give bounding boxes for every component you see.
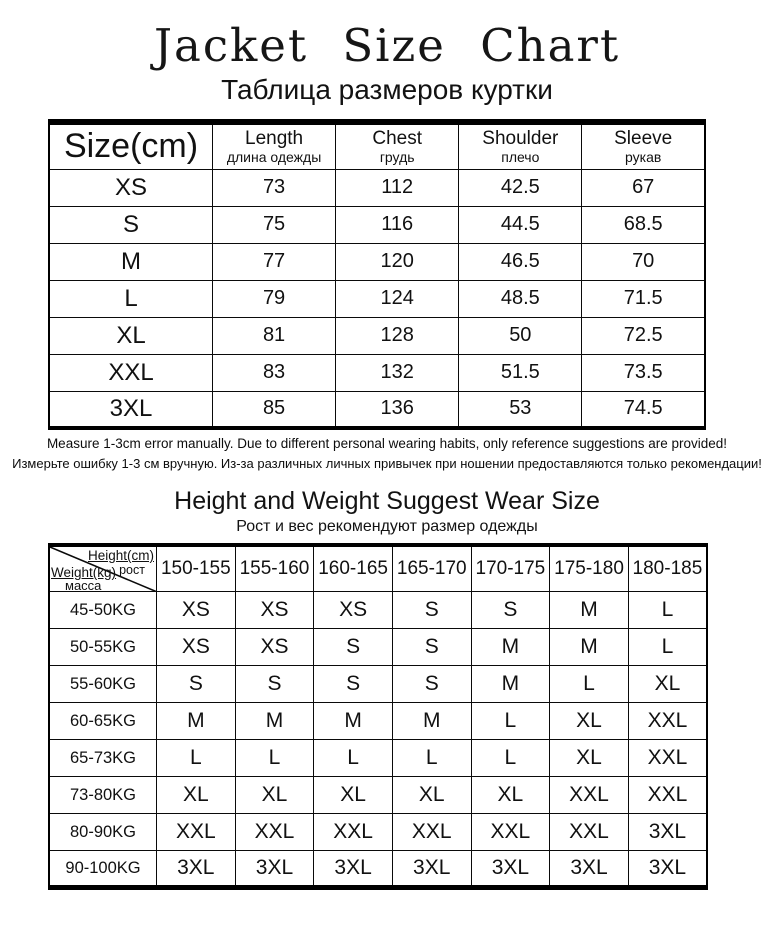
suggested-size-value: XL — [392, 777, 471, 814]
measurement-value: 67 — [582, 169, 705, 206]
hw-table-row — [49, 740, 707, 777]
suggested-size-value: XXL — [628, 703, 707, 740]
height-range-header: 170-175 — [471, 545, 550, 592]
height-range-header: 155-160 — [235, 545, 314, 592]
measurement-value: 48.5 — [459, 280, 582, 317]
suggested-size-value: XXL — [314, 814, 393, 851]
measurement-value: 73 — [213, 169, 336, 206]
measurement-value: 85 — [213, 391, 336, 428]
measurement-value: 42.5 — [459, 169, 582, 206]
suggested-size-value: XXL — [628, 740, 707, 777]
suggested-size-value: XS — [314, 592, 393, 629]
suggested-size-value: XL — [235, 777, 314, 814]
measurement-value: 72.5 — [582, 317, 705, 354]
size-label: 3XL — [49, 391, 213, 428]
measurement-value: 71.5 — [582, 280, 705, 317]
size-table — [48, 119, 706, 430]
measurement-value: 136 — [336, 391, 459, 428]
suggested-size-value: M — [550, 629, 629, 666]
measurement-value: 112 — [336, 169, 459, 206]
hw-table-row — [49, 592, 707, 629]
measurement-value: 74.5 — [582, 391, 705, 428]
measurement-value: 46.5 — [459, 243, 582, 280]
suggested-size-value: S — [471, 592, 550, 629]
height-range-header: 180-185 — [628, 545, 707, 592]
height-range-header: 165-170 — [392, 545, 471, 592]
size-table-row — [49, 391, 705, 428]
suggested-size-value: L — [392, 740, 471, 777]
size-column-header — [459, 122, 582, 169]
size-label: XXL — [49, 354, 213, 391]
suggested-size-value: XXL — [471, 814, 550, 851]
suggested-size-value: XXL — [550, 814, 629, 851]
size-column-label-ru: грудь — [379, 149, 415, 166]
suggested-size-value: XXL — [157, 814, 236, 851]
size-column-label-ru: длина одежды — [226, 149, 322, 166]
suggested-size-value: M — [471, 666, 550, 703]
measurement-value: 68.5 — [582, 206, 705, 243]
suggested-size-value: XS — [157, 592, 236, 629]
suggested-size-value: 3XL — [314, 851, 393, 888]
suggested-size-value: S — [314, 629, 393, 666]
measurement-value: 124 — [336, 280, 459, 317]
suggested-size-value: 3XL — [157, 851, 236, 888]
size-label: L — [49, 280, 213, 317]
weight-range-label: 50-55KG — [49, 629, 157, 666]
hw-table-row — [49, 666, 707, 703]
suggested-size-value: M — [157, 703, 236, 740]
suggested-size-value: S — [314, 666, 393, 703]
corner-weight-label-ru: масса — [65, 577, 102, 592]
measurement-value: 70 — [582, 243, 705, 280]
size-column-label-en: Chest — [372, 128, 422, 150]
measurement-value: 75 — [213, 206, 336, 243]
suggested-size-value: 3XL — [471, 851, 550, 888]
corner-height-label-ru: рост — [119, 562, 145, 577]
suggested-size-value: 3XL — [628, 814, 707, 851]
suggested-size-value: M — [235, 703, 314, 740]
suggested-size-value: L — [628, 592, 707, 629]
suggested-size-value: L — [157, 740, 236, 777]
measurement-value: 116 — [336, 206, 459, 243]
measurement-value: 120 — [336, 243, 459, 280]
size-column-header — [213, 122, 336, 169]
measurement-value: 53 — [459, 391, 582, 428]
size-label: XL — [49, 317, 213, 354]
weight-range-label: 55-60KG — [49, 666, 157, 703]
suggested-size-value: XL — [550, 703, 629, 740]
suggested-size-value: XL — [157, 777, 236, 814]
suggested-size-value: XS — [157, 629, 236, 666]
height-range-header: 160-165 — [314, 545, 393, 592]
suggested-size-value: L — [471, 740, 550, 777]
size-column-header — [336, 122, 459, 169]
measurement-value: 44.5 — [459, 206, 582, 243]
suggested-size-value: XXL — [628, 777, 707, 814]
measurement-value: 51.5 — [459, 354, 582, 391]
weight-range-label: 80-90KG — [49, 814, 157, 851]
suggested-size-value: M — [392, 703, 471, 740]
suggested-size-value: XS — [235, 629, 314, 666]
measurement-value: 73.5 — [582, 354, 705, 391]
suggested-size-value: S — [392, 666, 471, 703]
suggested-size-value: 3XL — [392, 851, 471, 888]
suggested-size-value: XL — [314, 777, 393, 814]
size-column-header — [582, 122, 705, 169]
suggested-size-value: S — [235, 666, 314, 703]
size-column-label-en: Length — [245, 128, 304, 150]
hw-table-row — [49, 629, 707, 666]
page-title: Jacket Size Chart — [153, 19, 621, 72]
suggested-size-value: L — [235, 740, 314, 777]
size-table-row — [49, 317, 705, 354]
suggested-size-value: 3XL — [235, 851, 314, 888]
weight-range-label: 60-65KG — [49, 703, 157, 740]
measurement-value: 83 — [213, 354, 336, 391]
hw-table-row — [49, 703, 707, 740]
height-weight-corner-cell — [49, 545, 157, 592]
suggested-size-value: 3XL — [628, 851, 707, 888]
measurement-value: 77 — [213, 243, 336, 280]
suggested-size-value: M — [550, 592, 629, 629]
size-table-header-row — [49, 122, 705, 169]
hw-table-row — [49, 851, 707, 888]
size-column-label-en: Sleeve — [614, 128, 673, 150]
suggested-size-value: 3XL — [550, 851, 629, 888]
measurement-value: 79 — [213, 280, 336, 317]
size-column-label-ru: рукав — [625, 149, 662, 166]
measurement-value: 50 — [459, 317, 582, 354]
note-en: Measure 1-3cm error manually. Due to different personal wearing habits, only reference suggestions are provided! — [46, 436, 728, 452]
suggested-size-value: M — [471, 629, 550, 666]
size-label: M — [49, 243, 213, 280]
weight-range-label: 65-73KG — [49, 740, 157, 777]
suggested-size-value: XXL — [392, 814, 471, 851]
hw-table-body — [49, 592, 707, 888]
suggested-size-value: XL — [471, 777, 550, 814]
size-table-row — [49, 280, 705, 317]
suggested-size-value: M — [314, 703, 393, 740]
suggested-size-value: L — [314, 740, 393, 777]
suggested-size-value: L — [550, 666, 629, 703]
weight-range-label: 45-50KG — [49, 592, 157, 629]
suggested-size-value: L — [471, 703, 550, 740]
suggested-size-value: XL — [550, 740, 629, 777]
suggest-section-title: Height and Weight Suggest Wear Size — [174, 486, 600, 515]
measurement-value: 132 — [336, 354, 459, 391]
size-table-body — [49, 169, 705, 428]
height-weight-table — [48, 543, 708, 891]
weight-range-label: 90-100KG — [49, 851, 157, 888]
measurement-value: 128 — [336, 317, 459, 354]
page-subtitle-ru: Таблица размеров куртки — [221, 74, 553, 106]
size-table-row — [49, 206, 705, 243]
suggested-size-value: S — [157, 666, 236, 703]
size-label: XS — [49, 169, 213, 206]
hw-table-row — [49, 777, 707, 814]
size-label: S — [49, 206, 213, 243]
weight-range-label: 73-80KG — [49, 777, 157, 814]
suggested-size-value: XS — [235, 592, 314, 629]
suggested-size-value: XXL — [235, 814, 314, 851]
size-unit-header: Size(cm) — [49, 122, 213, 169]
corner-height-label: Height(cm) — [87, 547, 154, 563]
suggested-size-value: S — [392, 592, 471, 629]
size-table-row — [49, 169, 705, 206]
size-table-row — [49, 243, 705, 280]
size-table-row — [49, 354, 705, 391]
suggested-size-value: L — [628, 629, 707, 666]
note-ru: Измерьте ошибку 1-3 см вручную. Из-за различных личных привычек при ношении предоставляются только рекомендации! — [12, 456, 762, 472]
measurement-value: 81 — [213, 317, 336, 354]
hw-table-header-row — [49, 545, 707, 592]
hw-table-row — [49, 814, 707, 851]
suggested-size-value: S — [392, 629, 471, 666]
suggested-size-value: XL — [628, 666, 707, 703]
height-range-header: 150-155 — [157, 545, 236, 592]
suggested-size-value: XXL — [550, 777, 629, 814]
suggest-section-subtitle-ru: Рост и вес рекомендуют размер одежды — [236, 517, 538, 535]
height-range-header: 175-180 — [550, 545, 629, 592]
size-column-label-en: Shoulder — [482, 128, 559, 150]
size-column-label-ru: плечо — [501, 149, 540, 166]
corner-weight-label: Weight(kg) — [51, 564, 117, 580]
